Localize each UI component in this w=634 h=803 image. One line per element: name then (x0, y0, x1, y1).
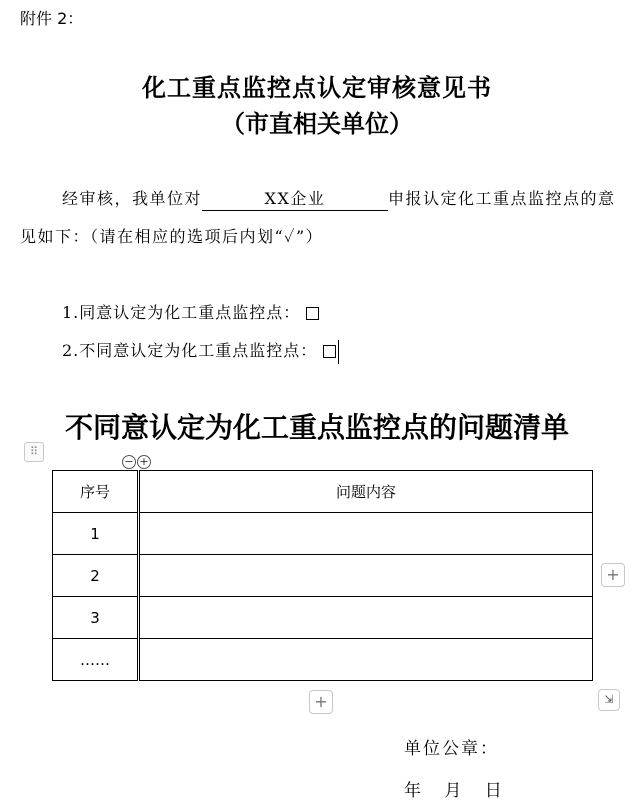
table-row (53, 513, 593, 555)
row-content-cell[interactable] (139, 597, 593, 639)
header-cell-no[interactable]: 序号 (53, 471, 139, 513)
table-move-handle-icon[interactable]: ⠿ (24, 442, 44, 462)
attachment-label: 附件 2： (20, 9, 84, 28)
seal-label: 单位公章： (404, 739, 499, 759)
date-label: 年 月 日 (404, 781, 502, 801)
row-number-cell[interactable]: 3 (53, 597, 139, 639)
column-controls (122, 455, 151, 469)
table-row (53, 555, 593, 597)
add-row-icon[interactable]: + (309, 690, 333, 714)
option-agree (62, 300, 319, 323)
option-disagree (62, 338, 339, 364)
issue-table (52, 470, 593, 681)
row-number-cell[interactable]: …… (53, 639, 139, 681)
option-agree-label: 1.同意认定为化工重点监控点： (62, 303, 301, 322)
header-cell-content[interactable]: 问题内容 (139, 471, 593, 513)
row-content-cell[interactable] (139, 555, 593, 597)
document-title: 化工重点监控点认定审核意见书 (142, 73, 492, 102)
table-header-row (53, 471, 593, 513)
intro-paragraph (20, 180, 620, 256)
insert-column-icon[interactable]: + (137, 455, 151, 469)
row-number-cell[interactable]: 2 (53, 555, 139, 597)
table-resize-icon[interactable]: ⇲ (598, 689, 620, 711)
row-content-cell[interactable] (139, 513, 593, 555)
text-cursor (338, 340, 339, 364)
row-content-cell[interactable] (139, 639, 593, 681)
add-column-icon[interactable]: + (601, 563, 625, 587)
row-number-cell[interactable]: 1 (53, 513, 139, 555)
issue-list-title: 不同意认定为化工重点监控点的问题清单 (64, 411, 569, 444)
table-row (53, 597, 593, 639)
document-subtitle: （市直相关单位） (221, 109, 413, 138)
option-disagree-label: 2.不同意认定为化工重点监控点： (62, 341, 318, 360)
intro-prefix: 经审核，我单位对 (62, 189, 203, 208)
intro-suffix: 申报认定化工重点监控点的意见如下：（请在相应的选项后内划“✓”） (20, 189, 616, 246)
table-row (53, 639, 593, 681)
option-agree-checkbox[interactable] (306, 307, 319, 320)
option-disagree-checkbox[interactable] (323, 345, 336, 358)
company-name-field[interactable]: XX企业 (202, 189, 388, 211)
remove-column-icon[interactable]: − (122, 455, 136, 469)
